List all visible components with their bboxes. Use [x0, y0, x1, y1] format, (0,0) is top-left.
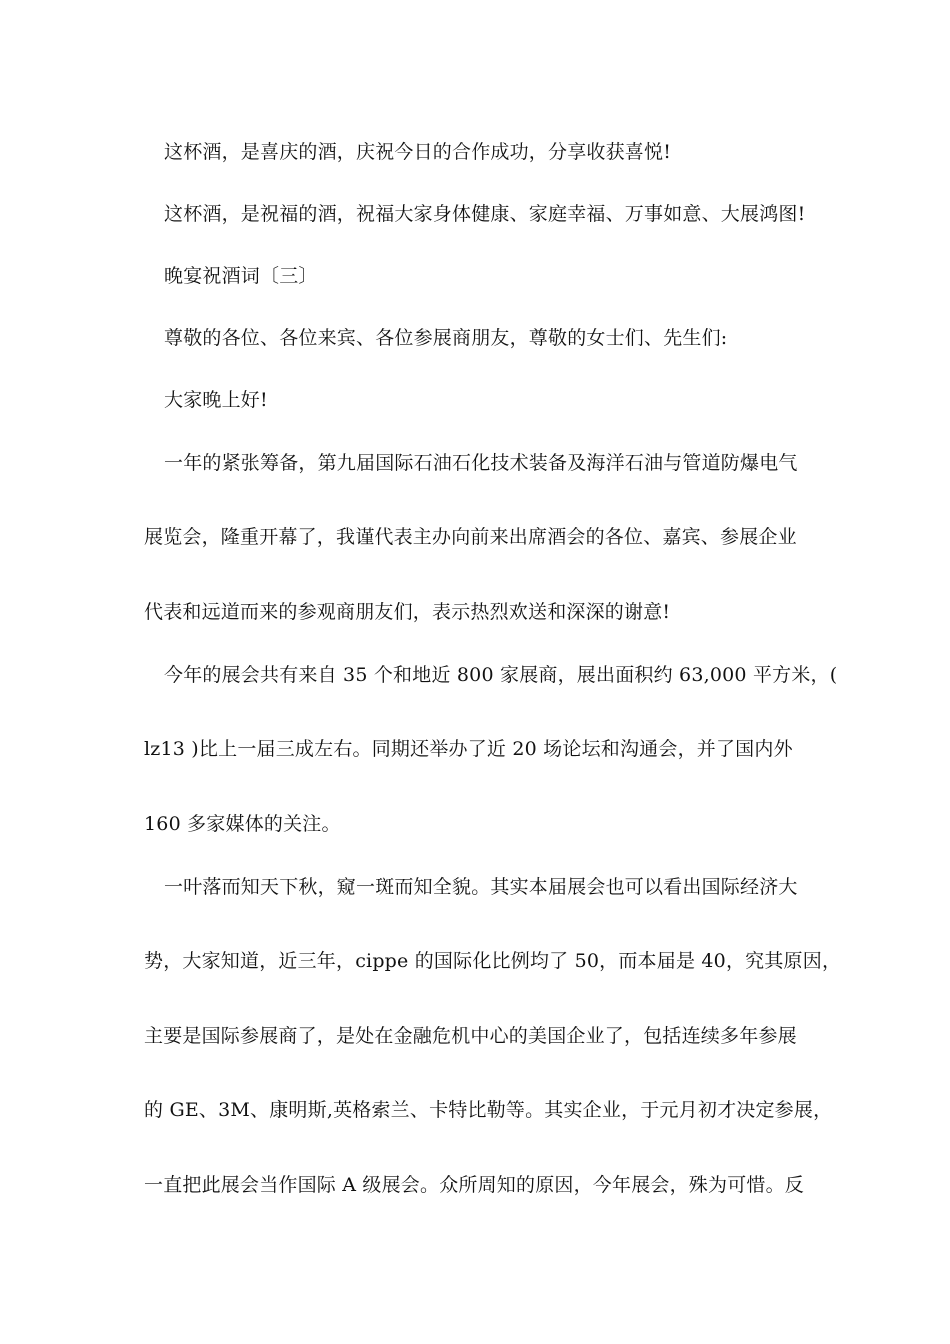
paragraph-line: 一直把此展会当作国际 A 级展会。众所周知的原因，今年展会，殊为可惜。反: [144, 1174, 805, 1196]
paragraph-line: 一年的紧张筹备，第九届国际石油石化技术装备及海洋石油与管道防爆电气: [164, 452, 798, 474]
paragraph-line: 一叶落而知天下秋，窥一斑而知全貌。其实本届展会也可以看出国际经济大: [164, 876, 798, 898]
paragraph-line: 势，大家知道，近三年，cippe 的国际化比例均了 50，而本届是 40，究其原因，: [144, 950, 842, 972]
paragraph-line: 代表和远道而来的参观商朋友们，表示热烈欢送和深深的谢意!: [144, 601, 671, 623]
paragraph-line: 这杯酒，是喜庆的酒，庆祝今日的合作成功，分享收获喜悦!: [164, 141, 672, 163]
paragraph-line: 展览会，隆重开幕了，我谨代表主办向前来出席酒会的各位、嘉宾、参展企业: [144, 526, 797, 548]
paragraph-line: 大家晚上好!: [164, 389, 268, 411]
section-heading: 晚宴祝酒词〔三〕: [164, 265, 318, 287]
paragraph-line: lz13 )比上一届三成左右。同期还举办了近 20 场论坛和沟通会，并了国内外: [144, 738, 793, 760]
paragraph-line: 的 GE、3M、康明斯,英格索兰、卡特比勒等。其实企业，于元月初才决定参展，: [144, 1099, 833, 1121]
paragraph-line: 今年的展会共有来自 35 个和地近 800 家展商，展出面积约 63,000 平方米，(: [164, 664, 838, 686]
paragraph-line: 主要是国际参展商了，是处在金融危机中心的美国企业了，包括连续多年参展: [144, 1025, 797, 1047]
paragraph-line: 160 多家媒体的关注。: [144, 813, 341, 835]
paragraph-line: 这杯酒，是祝福的酒，祝福大家身体健康、家庭幸福、万事如意、大展鸿图!: [164, 203, 806, 225]
paragraph-line: 尊敬的各位、各位来宾、各位参展商朋友，尊敬的女士们、先生们:: [164, 327, 728, 349]
